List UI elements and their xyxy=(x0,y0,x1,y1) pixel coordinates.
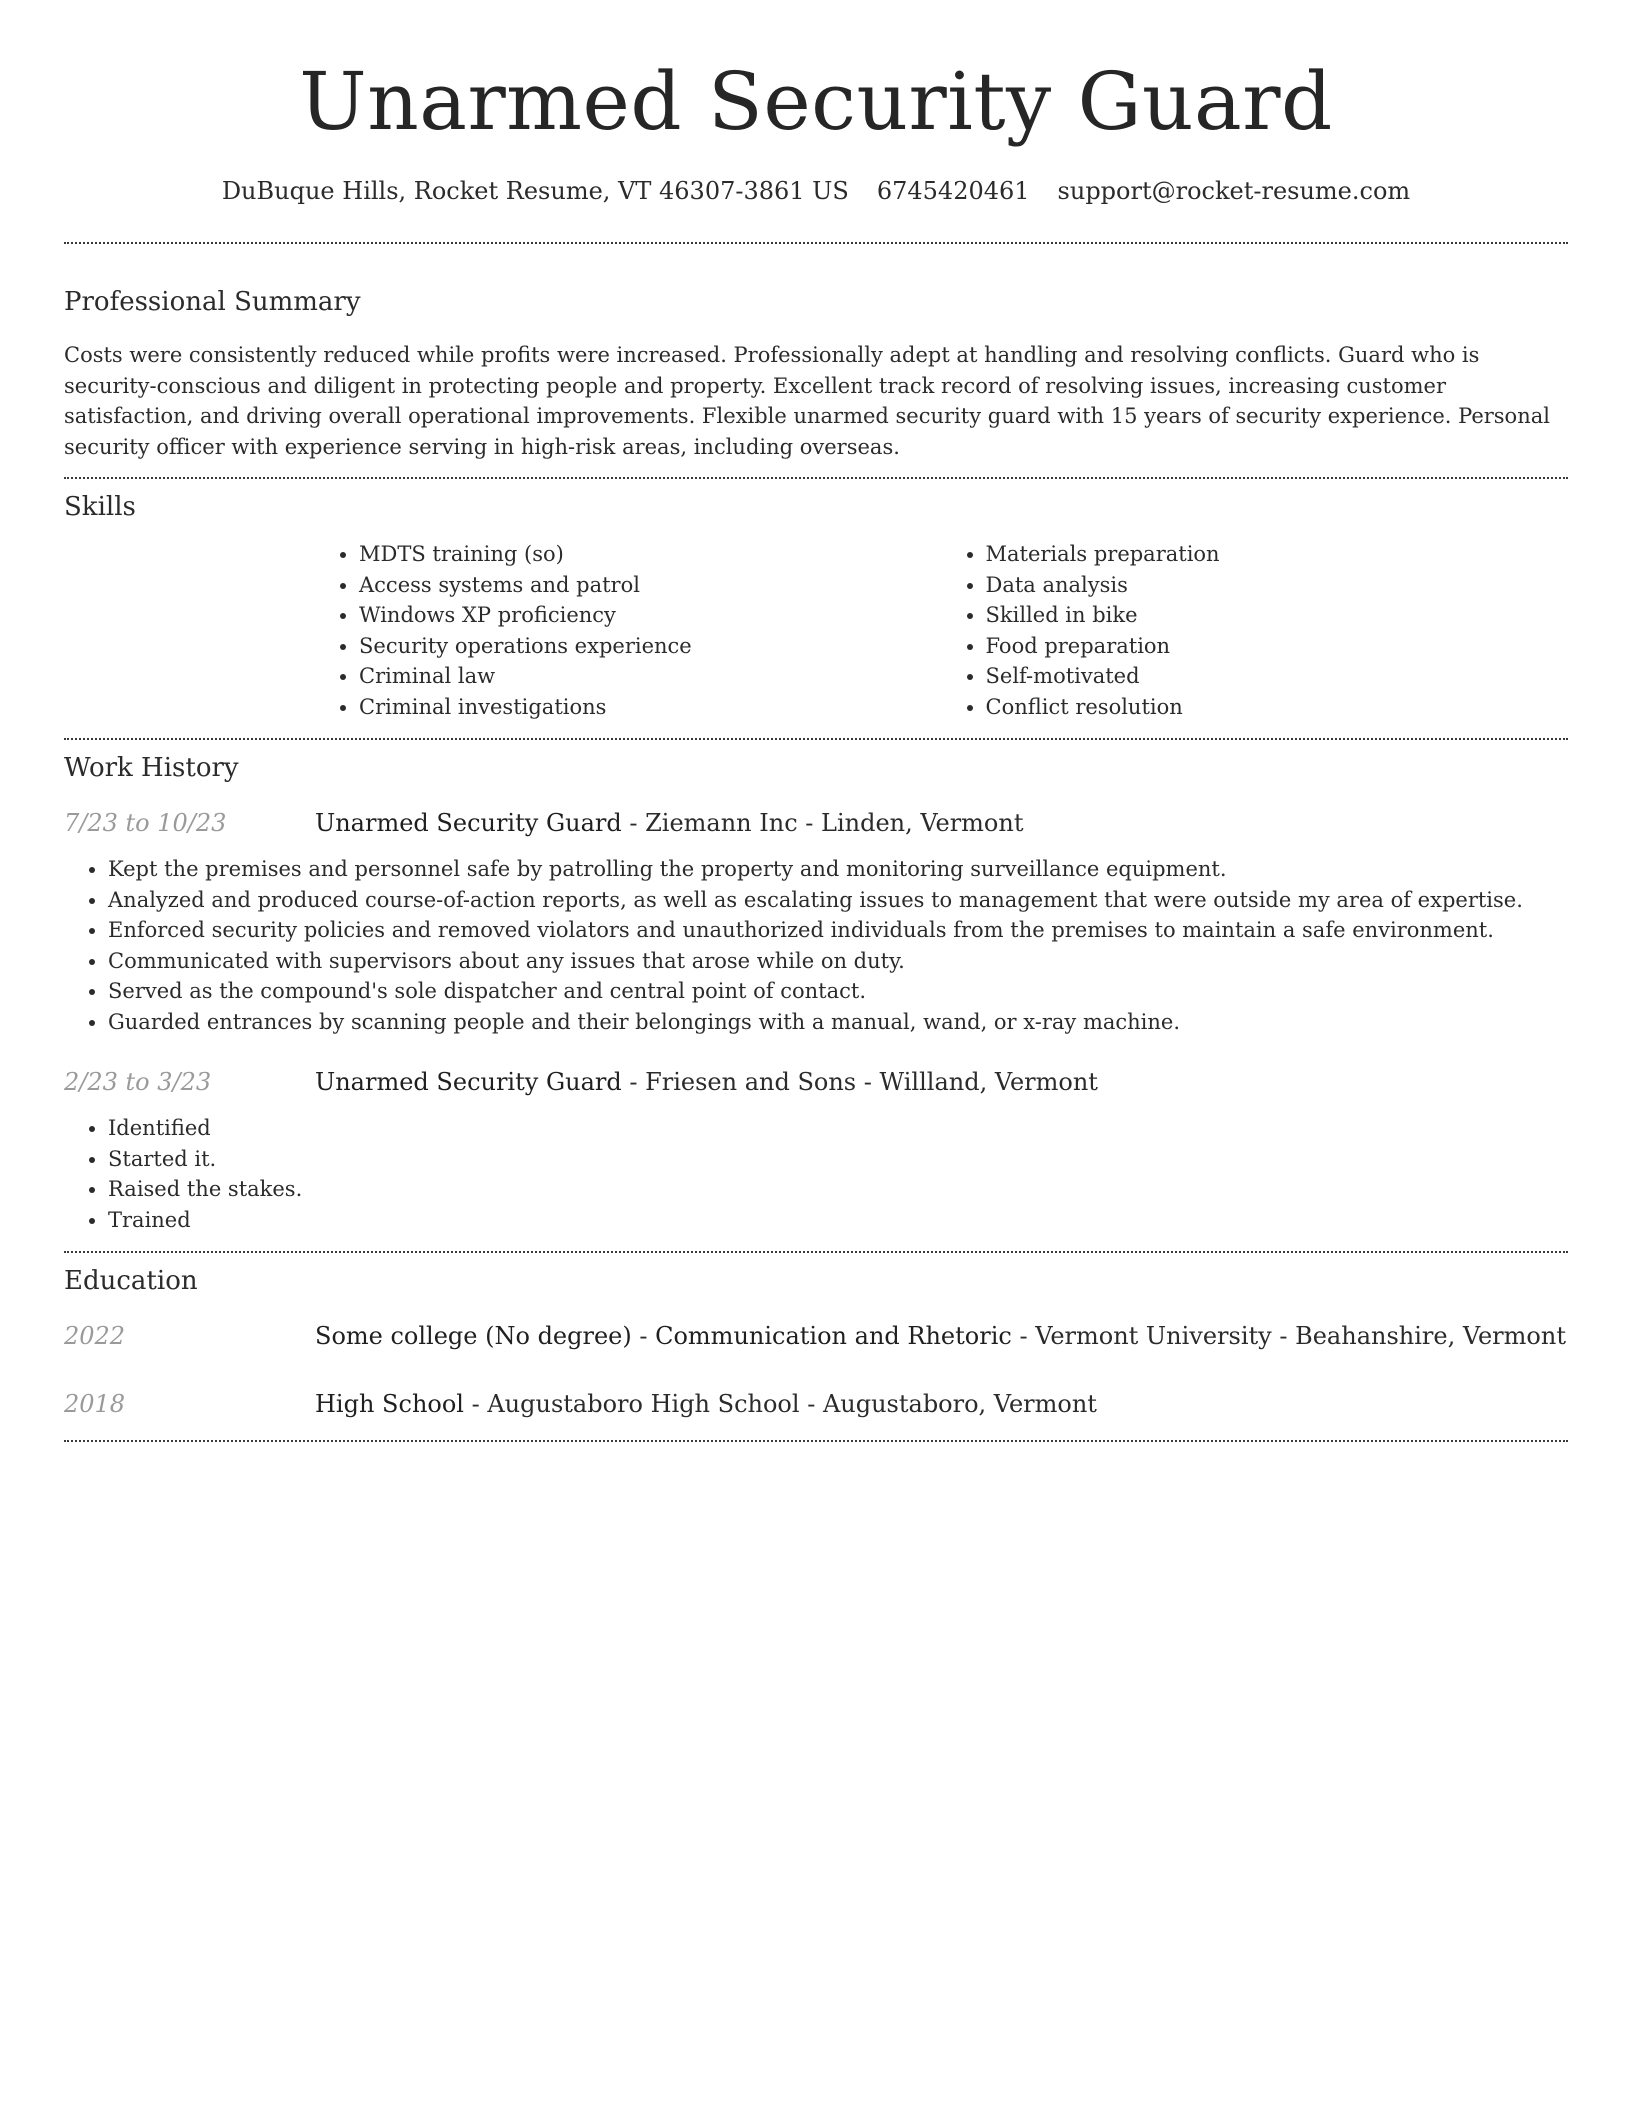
contact-phone: 6745420461 xyxy=(876,177,1030,205)
job-dates: 7/23 to 10/23 xyxy=(64,809,227,837)
skills-column-left xyxy=(315,539,942,722)
skill-item: • Criminal law xyxy=(359,661,942,692)
education-heading: High School - Augustaboro High School - Augustaboro, Vermont xyxy=(315,1390,1097,1418)
job-bullet: • Analyzed and produced course-of-action reports, as well as escalating issues to management that were outside my area of expertise. xyxy=(108,885,1568,916)
skill-item: • Conflict resolution xyxy=(986,692,1569,723)
divider xyxy=(64,738,1568,740)
skills-list xyxy=(315,539,1568,722)
contact-email: support@rocket-resume.com xyxy=(1057,177,1411,205)
job-bullet: • Identified xyxy=(108,1113,1568,1144)
education-year: 2022 xyxy=(64,1322,126,1350)
job-bullet: • Raised the stakes. xyxy=(108,1174,1568,1205)
skills-column-right xyxy=(942,539,1569,722)
section-title-summary: Professional Summary xyxy=(64,287,361,317)
job-bullet: • Enforced security policies and removed violators and unauthorized individuals from the premises to maintain a safe environment. xyxy=(108,915,1568,946)
job-entry xyxy=(64,1065,1568,1099)
job-location: Willland, Vermont xyxy=(879,1068,1098,1096)
contact-address: DuBuque Hills, Rocket Resume, VT 46307-3861 US xyxy=(221,177,849,205)
divider xyxy=(64,242,1568,244)
job-title: Unarmed Security Guard xyxy=(315,809,622,837)
job-location: Linden, Vermont xyxy=(821,809,1024,837)
job-company: Friesen and Sons xyxy=(645,1068,857,1096)
skill-item: • Materials preparation xyxy=(986,539,1569,570)
skill-item: • Data analysis xyxy=(986,570,1569,601)
job-title: Unarmed Security Guard xyxy=(315,1068,622,1096)
education-location: Beahanshire, Vermont xyxy=(1295,1322,1566,1350)
divider xyxy=(64,1251,1568,1253)
job-dates: 2/23 to 3/23 xyxy=(64,1068,212,1096)
contact-line xyxy=(64,174,1568,208)
job-bullet: • Guarded entrances by scanning people and their belongings with a manual, wand, or x-ray machine. xyxy=(108,1007,1568,1038)
job-entry xyxy=(64,806,1568,840)
education-year: 2018 xyxy=(64,1390,126,1418)
skill-item: • Skilled in bike xyxy=(986,600,1569,631)
skill-item: • Windows XP proficiency xyxy=(359,600,942,631)
summary-text: Costs were consistently reduced while profits were increased. Professionally adept at handling and resolving conflicts. Guard who is security-conscious and diligent in protecting people and property. Excellent track record of resolving issues, increasing customer satisfaction, and driving overall operational improvements. Flexible unarmed security guard with 15 years of security experience. Personal security officer with experience serving in high-risk areas, including overseas. xyxy=(64,343,1550,459)
job-bullets xyxy=(64,1113,1568,1235)
job-bullets xyxy=(64,854,1568,1037)
skill-item: • Food preparation xyxy=(986,631,1569,662)
job-heading: Unarmed Security Guard - Ziemann Inc - Linden, Vermont xyxy=(315,809,1024,837)
skill-item: • Self-motivated xyxy=(986,661,1569,692)
skill-item: • Access systems and patrol xyxy=(359,570,942,601)
skill-item: • MDTS training (so) xyxy=(359,539,942,570)
education-field: Communication and Rhetoric xyxy=(655,1322,1012,1350)
education-location: Augustaboro, Vermont xyxy=(822,1390,1097,1418)
job-company: Ziemann Inc xyxy=(645,809,798,837)
divider xyxy=(64,477,1568,479)
education-degree: Some college (No degree) xyxy=(315,1322,632,1350)
education-heading: Some college (No degree) - Communication and Rhetoric - Vermont University - Beahanshire, Vermont xyxy=(315,1322,1566,1350)
education-school: Augustaboro High School xyxy=(487,1390,800,1418)
job-bullet: • Served as the compound's sole dispatcher and central point of contact. xyxy=(108,976,1568,1007)
job-heading: Unarmed Security Guard - Friesen and Sons - Willland, Vermont xyxy=(315,1068,1098,1096)
resume-name: Unarmed Security Guard xyxy=(299,55,1333,148)
resume-page xyxy=(64,0,1568,1442)
job-bullet: • Kept the premises and personnel safe by patrolling the property and monitoring surveillance equipment. xyxy=(108,854,1568,885)
education-degree: High School xyxy=(315,1390,464,1418)
skill-item: • Criminal investigations xyxy=(359,692,942,723)
section-title-work: Work History xyxy=(64,753,239,783)
education-entry xyxy=(64,1319,1568,1353)
education-school: Vermont University xyxy=(1035,1322,1272,1350)
divider xyxy=(64,1440,1568,1442)
section-title-skills: Skills xyxy=(64,492,136,522)
job-bullet: • Communicated with supervisors about any issues that arose while on duty. xyxy=(108,946,1568,977)
job-bullet: • Started it. xyxy=(108,1144,1568,1175)
education-entry xyxy=(64,1387,1568,1421)
job-bullet: • Trained xyxy=(108,1205,1568,1236)
skill-item: • Security operations experience xyxy=(359,631,942,662)
section-title-education: Education xyxy=(64,1266,198,1296)
